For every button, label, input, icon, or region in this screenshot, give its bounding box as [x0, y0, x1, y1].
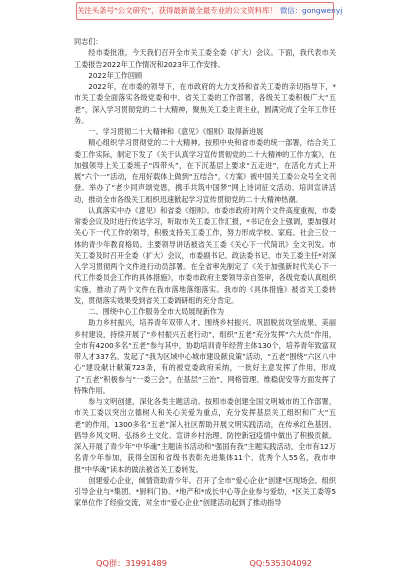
promo-banner-text: 关注头条号“公文研究”，获得最新最全最专业的公文资料库！ — [77, 6, 277, 15]
body-paragraph: 参与文明创建，深化各类主题活动。按照市委创建全国文明城市的工作部署，市关工委以突出立德树人和关心关爱为重点，充分发挥基层关工组织和广大“五老”的作用，1300多名“五老”深入社区帮助开展文明实践活动，在传承红色基因、倡导乡风文明、弘扬乡土文化、宣讲乡村治理、防控新冠疫情中做出了积极贡献。深入开展了青少年“中华魂”主题读书活动和“强国有我”主题实践活动，全市有12万名青少年参加，获得全国和省级书表彰先进集体11个、优秀个人55名，我市申报“中华魂”读本的做法被省关工委转发。 — [74, 397, 336, 474]
intro-paragraph: 经市委批准，今天我们召开全市关工委全委（扩大）会议。下面，我代表市关工委报告2022年工作情况和2023年工作安排。 — [74, 48, 336, 69]
body-paragraph: 认真落实中办《意见》和省委《细则》。市委市政府对两个文件高度重视，市委常委会议及时进行传达学习，听取市关工委工作汇报，*书记在会上强调，要加强对关心下一代工作的领导，积极支持关工委工作，努力形成学校、家庭、社会三位一体的青少年教育格局。主要领导讲话被省关工委《关心下一代简讯》全文刊发。市关工委及时召开全委（扩大）会议，市委副书记、政法委书记、市关工委主任*对深入学习贯彻两个文件进行动员部署。在全省率先制定了《关于加强新时代关心下一代工作委员会工作的具体措施》，市委市政府主要领导亲自签审，各级党委认真组织实施，推动了两个文件在我市落地落细落实。我市的《具体措施》被省关工委转发，贯彻落实效果受到省关工委调研组的充分肯定。 — [74, 205, 336, 305]
body-paragraph: 精心组织学习贯彻党的二十大精神。按照中央和省市委的统一部署，结合关工委工作实际，制定下发了《关于认真学习宣传贯彻党的二十大精神的工作方案》，在加强领导上关工委班子“四带头”，在下沉基层上要求“五走进”，在活化方式上开展“六个一”活动，在用好载体上做到“五结合”，《方案》被中国关工委公众号全文刊登。举办了“老少同声颂党恩，携手共筑中国梦”网上诗词征文活动、培训宣讲活动，推动全市各级关工组织迅速掀起学习宣传贯彻党的二十大精神热潮。 — [74, 138, 336, 204]
body-paragraph: 创建爱心企业，倾情资助青少年。召开了全市“爱心企业”创建*区现场会。组织引导企业与*集团、*厨料门协、*地产和*成长中心等企业参与爱幼，*区关工委等5家单位作了经验交流，对全市“爱心企业”创建活动起到了推动指导 — [74, 475, 336, 508]
section-heading-2: 二、围绕中心工作服务全市大局展现新作为 — [88, 307, 224, 316]
promo-banner-contact: 微信：gongwenyj — [279, 6, 343, 15]
section-title-review: 2022年工作回顾 — [88, 70, 143, 80]
body-paragraph: 助力乡村振兴，培养青年双带人才。围绕乡村振兴、巩固脱贫攻坚成果、美丽乡村建设，持续开展了“乡村振兴五老行动”，组织“五老”充分发挥“六大员”作用，全市有4200多名“五老”参与其中，协助培训青年经营主体130个，培养青年致富双带人才337名。发起了“我为区域中心城市建设献良策”活动，“五老”围绕“六区八中心”建设献计献策723条，有的被党委政府采纳，一批好主意发挥了作用，形成了“五老”积极参与“一委三会”，在基层“三治”、网格管理、维稳促安等方面发挥了特殊作用。 — [74, 318, 336, 395]
section-heading-1: 一、学习贯彻二十大精神和《意见》《细则》取得新进展 — [88, 127, 264, 136]
review-paragraph: 2022年，在市委的领导下，在市政府的大力支持和省关工委的亲切指导下，*市关工委全面落实各级党委和中、省关工委的工作部署，各级关工委积极广大“五老”，深入学习贯彻党的二十大精神，聚焦关工委主责主业，圆满完成了全年工作任务。 — [74, 82, 336, 125]
salutation: 同志们： — [74, 37, 103, 46]
footer-qq-number: QQ:535304092 — [249, 558, 312, 568]
contact-footer — [96, 555, 312, 571]
document-body — [74, 36, 336, 509]
footer-qq-group: QQ群：31991489 — [96, 558, 167, 568]
promo-banner — [76, 2, 343, 20]
